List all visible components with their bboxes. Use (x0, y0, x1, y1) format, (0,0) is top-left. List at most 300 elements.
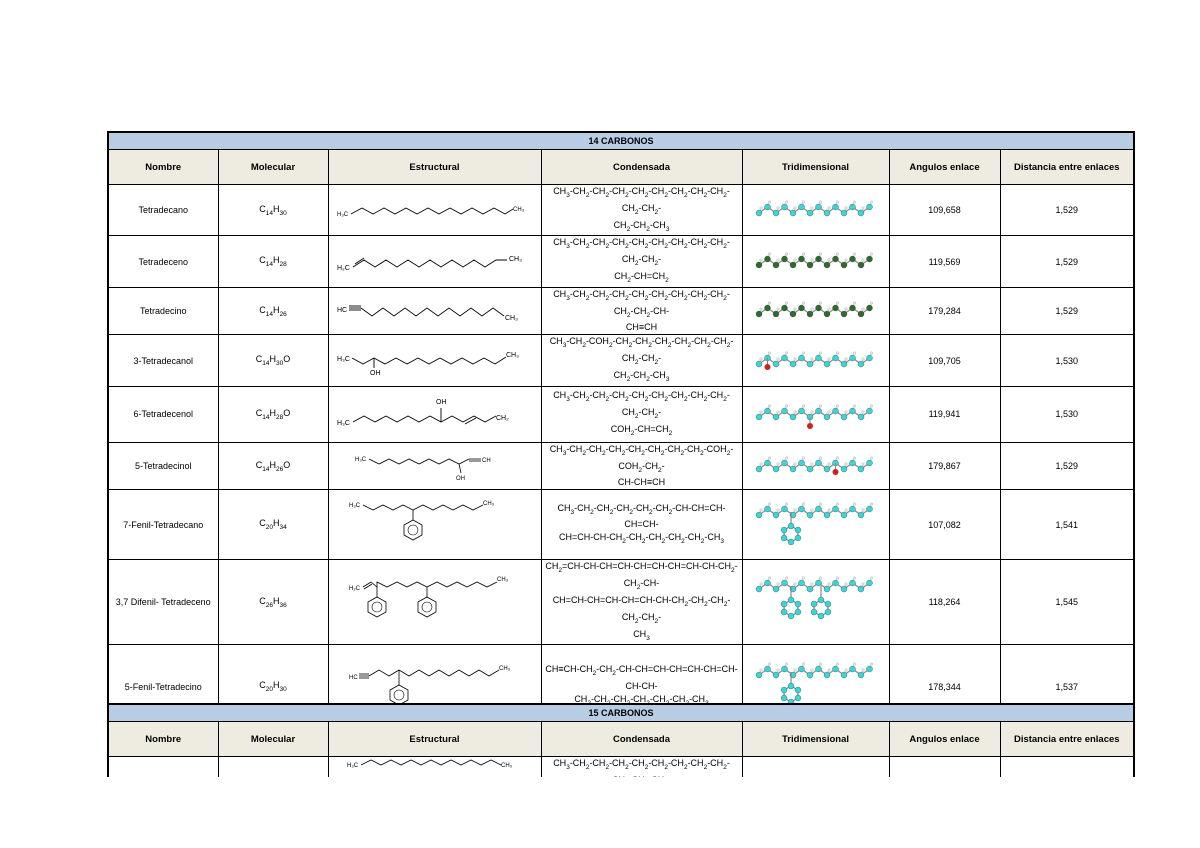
atom-hydrogen (785, 577, 788, 580)
atom-carbon (832, 355, 838, 361)
atom-carbon (815, 204, 821, 210)
atom-hydrogen (785, 351, 788, 354)
atom-carbon (832, 305, 838, 311)
cell-formula: $C_{20}H_{30}$ (218, 645, 328, 729)
atom-hydrogen (768, 457, 771, 460)
atom-carbon (788, 613, 794, 619)
atom-hydrogen (827, 463, 830, 466)
atom-hydrogen (810, 509, 813, 512)
atom-carbon (841, 466, 847, 472)
atom-carbon (773, 672, 779, 678)
atom-carbon (818, 613, 824, 619)
atom-hydrogen (836, 302, 839, 305)
svg-text:OH: OH (455, 476, 465, 483)
atom-carbon (807, 672, 813, 678)
atom-carbon (824, 512, 830, 518)
atom-hydrogen (819, 302, 822, 305)
atom-carbon (815, 256, 821, 262)
atom-hydrogen (768, 577, 771, 580)
atom-carbon (764, 256, 770, 262)
atom-hydrogen (844, 411, 847, 414)
cell-condensada: $CH_3-CH_2-CH_2-CH_2-CH_2-CH_2-CH_2-CH_2-CH_2-CH_2-CH_2-$ $CH_2-CH_2-CH_3$ (541, 185, 742, 236)
atom-carbon (756, 262, 762, 268)
atom-carbon (781, 256, 787, 262)
atom-carbon (815, 580, 821, 586)
svg-text:H₃C: H₃C (336, 420, 350, 428)
atom-carbon (781, 204, 787, 210)
atom-carbon (798, 580, 804, 586)
atom-carbon (788, 539, 794, 545)
atom-carbon (832, 580, 838, 586)
atom-carbon (794, 601, 800, 607)
header-row (108, 722, 1134, 757)
svg-text:CH₃: CH₃ (500, 763, 512, 769)
atom-carbon (841, 672, 847, 678)
atom-hydrogen (827, 668, 830, 671)
atom-hydrogen (853, 351, 856, 354)
table-row (108, 185, 1134, 236)
cell-distancia: 1,529 (1000, 236, 1134, 287)
atom-hydrogen (810, 583, 813, 586)
cell-angulo: 118,264 (889, 560, 1000, 645)
atom-carbon (858, 466, 864, 472)
atom-hydrogen (819, 201, 822, 204)
atom-carbon (756, 361, 762, 367)
atom-hydrogen (836, 577, 839, 580)
atom-carbon (790, 414, 796, 420)
col-header-distancia: Distancia entre enlaces (1000, 150, 1134, 185)
col-header-tridimensional: Tridimensional (742, 150, 889, 185)
atom-carbon (807, 311, 813, 317)
atom-carbon (773, 311, 779, 317)
atom-hydrogen (759, 583, 762, 586)
atom-hydrogen (861, 258, 864, 261)
atom-carbon (858, 414, 864, 420)
atom-hydrogen (785, 252, 788, 255)
atom-hydrogen (819, 662, 822, 665)
svg-text:CH₃: CH₃ (505, 351, 519, 359)
cell-structure (328, 335, 541, 386)
atom-carbon (824, 609, 830, 615)
atom-hydrogen (768, 351, 771, 354)
atom-carbon (849, 460, 855, 466)
atom-carbon (824, 262, 830, 268)
atom-carbon (841, 311, 847, 317)
atom-carbon (781, 580, 787, 586)
atom-hydrogen (768, 503, 771, 506)
atom-hydrogen (861, 357, 864, 360)
atom-hydrogen (793, 463, 796, 466)
atom-carbon (798, 355, 804, 361)
atom-carbon (790, 361, 796, 367)
svg-text:HC: HC (348, 674, 358, 681)
atom-hydrogen (827, 583, 830, 586)
atom-carbon (764, 666, 770, 672)
cell-distancia: 1,537 (1000, 645, 1134, 729)
cell-nombre: Tetradecino (108, 287, 218, 335)
atom-hydrogen (827, 509, 830, 512)
skeletal-structure-3-7-difenil-tetradeceno (335, 564, 535, 640)
svg-text:HC: HC (336, 307, 347, 315)
3d-model-6-tetradecenol (751, 399, 881, 429)
atom-carbon (858, 672, 864, 678)
atom-carbon (832, 408, 838, 414)
atom-carbon (849, 506, 855, 512)
atom-hydrogen (785, 662, 788, 665)
atom-hydrogen (802, 405, 805, 408)
atom-carbon (773, 512, 779, 518)
atom-hydrogen (793, 308, 796, 311)
atom-hydrogen (870, 201, 873, 204)
atom-hydrogen (853, 457, 856, 460)
atom-hydrogen (759, 509, 762, 512)
atom-carbon (807, 512, 813, 518)
atom-carbon (824, 672, 830, 678)
atom-hydrogen (827, 308, 830, 311)
atom-hydrogen (844, 509, 847, 512)
3d-model-tetradecano (751, 200, 881, 220)
svg-text:CH₃: CH₃ (508, 255, 522, 263)
svg-text:CH₃: CH₃ (496, 577, 508, 584)
svg-text:H₃C: H₃C (348, 502, 360, 509)
atom-carbon (764, 305, 770, 311)
atom-hydrogen (836, 457, 839, 460)
cell-structure (328, 287, 541, 335)
atom-hydrogen (853, 503, 856, 506)
table-row (108, 442, 1134, 490)
atom-hydrogen (836, 662, 839, 665)
cell-condensada: $CH_3-CH_2-CH_2-CH_2-CH_2-CH_2-CH_2-CH_2-CH_2-CH_2-CH_2-$ $COH_2-CH=CH_2$ (541, 386, 742, 442)
svg-text:H₂C: H₂C (336, 264, 350, 272)
atom-carbon (781, 527, 787, 533)
col-header-condensada: Condensada (541, 722, 742, 757)
atom-hydrogen (793, 583, 796, 586)
atom-carbon (815, 506, 821, 512)
svg-text:OH: OH (369, 369, 380, 377)
col-header-estructural: Estructural (328, 150, 541, 185)
cell-formula: $C_{14}H_{30}$ (218, 185, 328, 236)
atom-carbon (773, 262, 779, 268)
atom-carbon (849, 256, 855, 262)
atom-hydrogen (819, 351, 822, 354)
atom-carbon (781, 609, 787, 615)
atom-hydrogen (853, 405, 856, 408)
atom-hydrogen (861, 308, 864, 311)
atom-hydrogen (793, 509, 796, 512)
atom-hydrogen (785, 457, 788, 460)
atom-carbon (807, 210, 813, 216)
atom-carbon (781, 601, 787, 607)
3d-model-tetradeceno (751, 252, 881, 272)
atom-hydrogen (810, 411, 813, 414)
col-header-estructural: Estructural (328, 722, 541, 757)
3d-model-3-7-difenil-tetradeceno (751, 576, 881, 628)
atom-hydrogen (870, 503, 873, 506)
atom-oxygen (832, 469, 838, 475)
cell-distancia: 1,529 (1000, 185, 1134, 236)
atom-carbon (815, 408, 821, 414)
cell-formula: $C_{14}H_{26}$ (218, 287, 328, 335)
atom-hydrogen (810, 357, 813, 360)
col-header-molecular: Molecular (218, 722, 328, 757)
atom-carbon (841, 361, 847, 367)
svg-text:CH₃: CH₃ (482, 500, 494, 507)
cell-angulo: 109,705 (889, 335, 1000, 386)
cell-nombre: 7-Fenil-Tetradecano (108, 490, 218, 560)
cell-distancia: 1,541 (1000, 490, 1134, 560)
atom-carbon (866, 305, 872, 311)
atom-carbon (858, 361, 864, 367)
cell-structure (328, 236, 541, 287)
atom-hydrogen (870, 405, 873, 408)
atom-carbon (866, 204, 872, 210)
table-row (108, 386, 1134, 442)
atom-carbon (849, 666, 855, 672)
atom-hydrogen (844, 583, 847, 586)
atom-hydrogen (776, 583, 779, 586)
atom-hydrogen (776, 207, 779, 210)
svg-text:H₃C: H₃C (336, 355, 350, 363)
atom-carbon (866, 580, 872, 586)
section-title: 14 CARBONOS (108, 132, 1134, 150)
skeletal-structure-5-tetradecinol (335, 446, 535, 486)
cell-formula: $C_{14}H_{28}$ (218, 236, 328, 287)
atom-hydrogen (836, 252, 839, 255)
atom-carbon (866, 506, 872, 512)
cell-structure (328, 560, 541, 645)
header-row (108, 150, 1134, 185)
atom-carbon (794, 535, 800, 541)
atom-carbon (764, 204, 770, 210)
atom-hydrogen (827, 258, 830, 261)
atom-hydrogen (853, 252, 856, 255)
atom-carbon (798, 204, 804, 210)
cell-3d (742, 185, 889, 236)
atom-hydrogen (793, 207, 796, 210)
cell-condensada: $CH_3-CH_2-CH_2-CH_2-CH_2-CH_2-CH_2-CH_2-COH_2-COH_2-CH_2-$ CH-CH≡CH (541, 442, 742, 490)
3d-model-tetradecino (751, 301, 881, 321)
cell-3d (742, 386, 889, 442)
atom-carbon (790, 262, 796, 268)
atom-carbon (790, 311, 796, 317)
cell-angulo: 119,941 (889, 386, 1000, 442)
cell-structure (328, 386, 541, 442)
atom-carbon (824, 210, 830, 216)
atom-carbon (798, 506, 804, 512)
cell-formula: $C_{26}H_{36}$ (218, 560, 328, 645)
atom-hydrogen (861, 463, 864, 466)
section-title: 15 CARBONOS (108, 704, 1134, 722)
atom-hydrogen (802, 201, 805, 204)
atom-hydrogen (870, 577, 873, 580)
3d-model-7-fenil-tetradecano (751, 502, 881, 548)
skeletal-structure-tetradecino (335, 296, 535, 326)
atom-hydrogen (785, 503, 788, 506)
atom-carbon (832, 204, 838, 210)
cell-formula: $C_{14}H_{26}O$ (218, 442, 328, 490)
col-header-angulos: Angulos enlace (889, 722, 1000, 757)
atom-hydrogen (793, 258, 796, 261)
atom-carbon (788, 683, 794, 689)
atom-carbon (824, 601, 830, 607)
atom-carbon (811, 601, 817, 607)
atom-carbon (866, 460, 872, 466)
table-14-carbonos (107, 131, 1135, 730)
atom-hydrogen (836, 405, 839, 408)
atom-carbon (866, 666, 872, 672)
atom-hydrogen (776, 411, 779, 414)
cell-nombre: 6-Tetradecenol (108, 386, 218, 442)
atom-carbon (773, 361, 779, 367)
atom-hydrogen (844, 668, 847, 671)
atom-hydrogen (844, 258, 847, 261)
atom-hydrogen (768, 201, 771, 204)
atom-hydrogen (785, 302, 788, 305)
atom-hydrogen (793, 357, 796, 360)
3d-model-5-tetradecinol (751, 451, 881, 481)
cell-3d (742, 335, 889, 386)
atom-carbon (815, 305, 821, 311)
cell-distancia: 1,530 (1000, 386, 1134, 442)
cell-condensada: $CH_3-CH_2-CH_2-CH_2-CH_2-CH_2-CH_2-CH_2-CH_2-CH_2-CH_2-CH-$ CH≡CH (541, 287, 742, 335)
atom-carbon (781, 695, 787, 701)
atom-hydrogen (802, 662, 805, 665)
atom-hydrogen (819, 405, 822, 408)
col-header-nombre: Nombre (108, 150, 218, 185)
atom-hydrogen (861, 583, 864, 586)
skeletal-structure-7-fenil-tetradecano (335, 494, 535, 556)
atom-hydrogen (768, 302, 771, 305)
atom-hydrogen (802, 302, 805, 305)
atom-carbon (832, 506, 838, 512)
svg-text:H₃C: H₃C (346, 763, 358, 769)
skeletal-structure-pentadecano (335, 757, 535, 777)
cell-condensada: $CH_3-CH_2-CH_2-CH_2-CH_2-CH_2-CH-CH=CH-CH=CH-$ $CH=CH-CH-CH_2-CH_2-CH_2-CH_2-CH_2-CH_3$ (541, 490, 742, 560)
atom-carbon (781, 408, 787, 414)
atom-oxygen (764, 364, 770, 370)
cell-distancia: 1,530 (1000, 335, 1134, 386)
atom-hydrogen (819, 457, 822, 460)
cell-nombre: 5-Tetradecinol (108, 442, 218, 490)
atom-carbon (849, 580, 855, 586)
atom-carbon (858, 210, 864, 216)
table-row (108, 490, 1134, 560)
atom-hydrogen (870, 302, 873, 305)
atom-hydrogen (776, 509, 779, 512)
atom-carbon (841, 414, 847, 420)
cell-structure (328, 490, 541, 560)
atom-hydrogen (861, 207, 864, 210)
atom-hydrogen (768, 662, 771, 665)
atom-carbon (781, 506, 787, 512)
atom-hydrogen (844, 357, 847, 360)
atom-carbon (824, 311, 830, 317)
atom-hydrogen (810, 668, 813, 671)
cell-formula: $C_{14}H_{28}O$ (218, 386, 328, 442)
cell-angulo: 178,344 (889, 645, 1000, 729)
svg-text:H₂C: H₂C (348, 586, 360, 593)
atom-hydrogen (776, 308, 779, 311)
atom-hydrogen (853, 302, 856, 305)
atom-carbon (764, 460, 770, 466)
atom-carbon (858, 311, 864, 317)
atom-carbon (866, 408, 872, 414)
atom-hydrogen (827, 357, 830, 360)
atom-carbon (756, 466, 762, 472)
skeletal-structure-tetradecano (335, 195, 535, 225)
atom-hydrogen (785, 405, 788, 408)
svg-text:H₃C: H₃C (354, 457, 366, 464)
atom-carbon (798, 666, 804, 672)
atom-carbon (781, 355, 787, 361)
atom-hydrogen (836, 503, 839, 506)
atom-carbon (841, 262, 847, 268)
atom-carbon (841, 586, 847, 592)
atom-carbon (764, 506, 770, 512)
atom-hydrogen (776, 258, 779, 261)
atom-carbon (858, 512, 864, 518)
atom-carbon (794, 695, 800, 701)
cell-distancia: 1,545 (1000, 560, 1134, 645)
atom-hydrogen (802, 351, 805, 354)
atom-carbon (858, 586, 864, 592)
atom-carbon (832, 256, 838, 262)
atom-carbon (781, 535, 787, 541)
atom-hydrogen (759, 668, 762, 671)
table-row (108, 560, 1134, 645)
atom-carbon (756, 512, 762, 518)
atom-carbon (773, 414, 779, 420)
table-row (108, 335, 1134, 386)
cell-condensada: $CH_3-CH_2-COH_2-CH_2-CH_2-CH_2-CH_2-CH_2-CH_2-CH_2-CH_2-$ $CH_2-CH_2-CH_3$ (541, 335, 742, 386)
atom-carbon (849, 305, 855, 311)
col-header-tridimensional: Tridimensional (742, 722, 889, 757)
atom-hydrogen (759, 258, 762, 261)
svg-text:H₃C: H₃C (336, 212, 348, 219)
col-header-distancia: Distancia entre enlaces (1000, 722, 1134, 757)
atom-hydrogen (759, 411, 762, 414)
atom-hydrogen (776, 463, 779, 466)
atom-hydrogen (819, 503, 822, 506)
atom-hydrogen (802, 503, 805, 506)
cell-nombre: Tetradeceno (108, 236, 218, 287)
atom-hydrogen (759, 207, 762, 210)
atom-hydrogen (870, 662, 873, 665)
atom-carbon (790, 466, 796, 472)
atom-carbon (798, 305, 804, 311)
svg-text:CH₃: CH₃ (512, 207, 524, 214)
cell-condensada: $CH_2=CH-CH-CH=CH-CH=CH-CH=CH-CH-CH_2-CH_2-CH-$ $CH=CH-CH=CH-CH=CH-CH-CH_2-CH_2-CH_2-CH_2-CH_2-$ $CH_3$ (541, 560, 742, 645)
atom-hydrogen (844, 207, 847, 210)
svg-text:CH: CH (481, 458, 491, 465)
atom-hydrogen (810, 207, 813, 210)
col-header-molecular: Molecular (218, 150, 328, 185)
atom-hydrogen (759, 357, 762, 360)
page-bottom-margin (0, 777, 1200, 848)
cell-distancia: 1,529 (1000, 287, 1134, 335)
cell-3d (742, 560, 889, 645)
svg-text:CH₃: CH₃ (504, 315, 518, 323)
atom-hydrogen (776, 668, 779, 671)
atom-hydrogen (776, 357, 779, 360)
atom-hydrogen (870, 351, 873, 354)
atom-carbon (841, 210, 847, 216)
atom-hydrogen (793, 668, 796, 671)
atom-hydrogen (836, 351, 839, 354)
col-header-angulos: Angulos enlace (889, 150, 1000, 185)
atom-carbon (756, 672, 762, 678)
cell-condensada: $CH\equiv CH-CH_2-CH_2-CH-CH=CH-CH=CH-CH=CH-CH-CH-$ CH -CH -CH -CH -CH -CH -CH (541, 645, 742, 729)
